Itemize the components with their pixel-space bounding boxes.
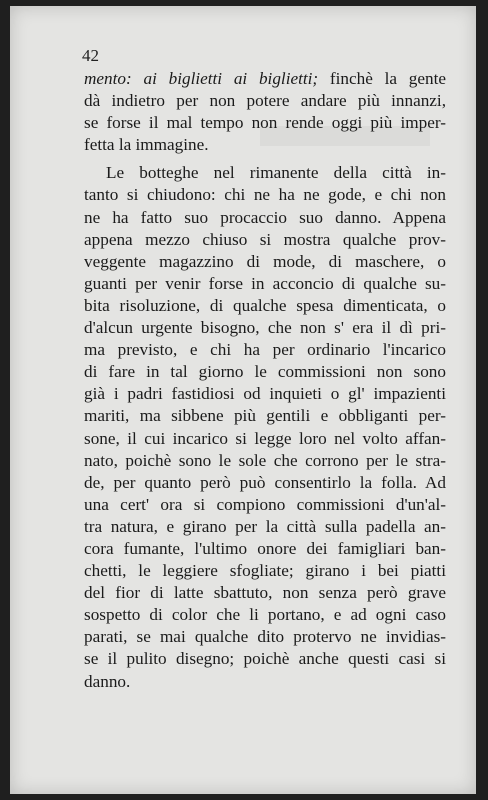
text-line: appena mezzo chiuso si mostra qualche prov- <box>84 229 446 249</box>
text-line: parati, se mai qualche dito protervo ne invidias- <box>84 627 446 647</box>
text-line: se il pulito disegno; poichè anche questi casi si <box>84 649 446 669</box>
text-line: se forse il mal tempo non rende oggi più imper- <box>84 113 446 133</box>
text-line: d'alcun urgente bisogno, che non s' era il dì pri- <box>84 318 446 338</box>
text-line: danno. <box>84 671 131 691</box>
text-line: dà indietro per non potere andare più innanzi, <box>84 91 446 111</box>
book-page <box>10 6 476 794</box>
text-line: de, per quanto però può consentirlo la folla. Ad <box>84 472 446 492</box>
text-line: bita risoluzione, di qualche spesa dimenticata, o <box>84 295 446 315</box>
text-line: ma previsto, e chi ha per ordinario l'incarico <box>84 340 446 360</box>
text-line: ne ha fatto suo procaccio suo danno. Appena <box>84 207 446 227</box>
text-line: di fare in tal giorno le commissioni non sono <box>84 362 446 382</box>
text-line: sospetto di color che li portano, e ad ogni caso <box>84 605 446 625</box>
text-line: tanto si chiudono: chi ne ha ne gode, e chi non <box>84 185 446 205</box>
italic-phrase: mento: ai biglietti ai biglietti; <box>84 69 319 88</box>
text-line: nato, poichè sono le sole che corrono per le stra- <box>84 450 446 470</box>
body-text <box>84 68 446 693</box>
text-line <box>84 68 446 90</box>
text-line: veggente magazzino di mode, di maschere, o <box>84 251 446 271</box>
text-line: del fior di latte sbattuto, non senza però grave <box>84 583 446 603</box>
text-line: tra natura, e girano per la città sulla padella an- <box>84 516 446 536</box>
text-line: una cert' ora si compiono commissioni d'un'al- <box>84 494 446 514</box>
text-line: già i padri fastidiosi od inquieti o gl' impazienti <box>84 384 446 404</box>
line-continuation: finchè la gente <box>318 69 446 88</box>
page-number: 42 <box>82 46 99 65</box>
text-line: fetta la immagine. <box>84 135 209 155</box>
text-line: mariti, ma sibbene più gentili e obbliganti per- <box>84 406 446 426</box>
paragraph-start-line: Le botteghe nel rimanente della città in- <box>106 163 446 183</box>
text-line: cora fumante, l'ultimo onore dei famigliari ban- <box>84 538 446 558</box>
text-line: sone, il cui incarico si legge loro nel volto affan- <box>84 428 446 448</box>
text-line: chetti, le leggiere sfogliate; girano i bei piatti <box>84 561 446 581</box>
text-line: guanti per venir forse in acconcio di qualche su- <box>84 273 446 293</box>
